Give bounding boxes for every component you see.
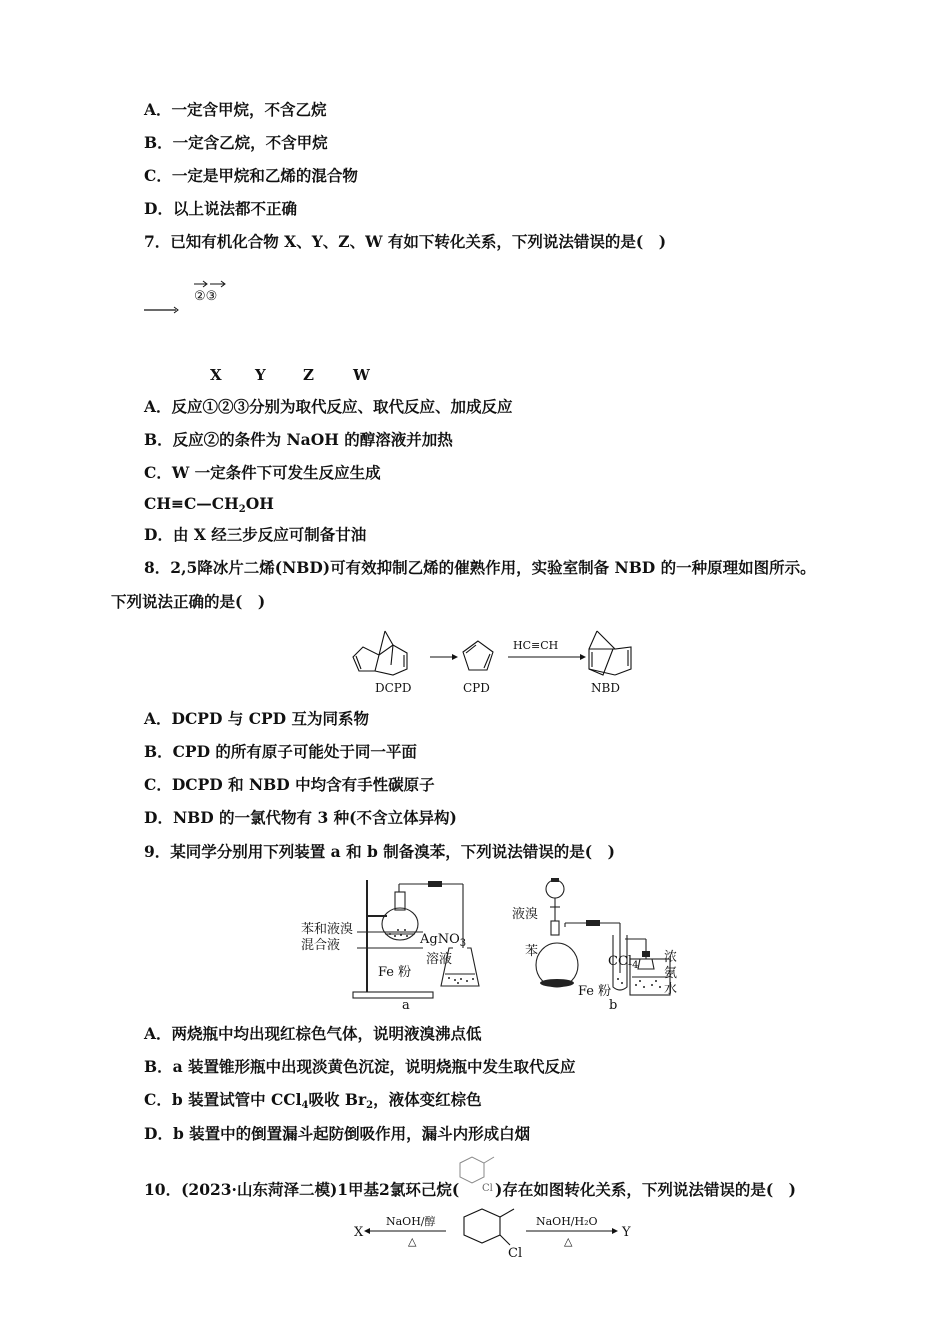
q7-compound-y: Y (255, 366, 266, 384)
apparatus-a-agno3-label: AgNO$_3$ (420, 932, 467, 949)
dcpd-label: DCPD (375, 681, 412, 695)
apparatus-b-ammonia-1: 浓 (664, 950, 678, 965)
q8-reagent-label: HC≡CH (513, 639, 559, 652)
q10-product-y: Y (622, 1225, 631, 1240)
nbd-label: NBD (591, 681, 620, 695)
q8-option-c: C．DCPD 和 NBD 中均含有手性碳原子 (144, 775, 435, 794)
q7-option-b: B．反应②的条件为 NaOH 的醇溶液并加热 (144, 430, 453, 449)
apparatus-b-tag: b (609, 998, 618, 1013)
q8-option-b: B．CPD 的所有原子可能处于同一平面 (144, 742, 417, 761)
q10-reaction-scheme (350, 1205, 670, 1265)
q10-product-x: X (354, 1225, 364, 1240)
q10-inline-structure (450, 1153, 500, 1203)
apparatus-b-ammonia-2: 氨 (664, 966, 678, 981)
dcpd-structure (353, 631, 407, 675)
q7-stem: 7．已知有机化合物 X、Y、Z、W 有如下转化关系，下列说法错误的是( ) (144, 232, 667, 251)
q8-stem-line2: 下列说法正确的是( ) (111, 592, 266, 611)
q7-compound-x: X (210, 366, 222, 384)
cpd-structure (463, 641, 493, 670)
q7-option-a: A．反应①②③分别为取代反应、取代反应、加成反应 (144, 397, 513, 416)
q10-stem-part2: )存在如图转化关系，下列说法错误的是( ) (495, 1180, 797, 1199)
q7-compound-w: W (353, 366, 370, 384)
apparatus-b-ccl4-label: CCl$_4$ (608, 954, 639, 971)
q7-option-c: C．W 一定条件下可发生反应生成 (144, 463, 381, 482)
q7-reaction-marks: ②③ (194, 289, 218, 304)
q9-option-c: C．b 装置试管中 CCl$_4$吸收 $Br_2$，液体变红棕色 (144, 1090, 482, 1111)
q10-right-reagent: NaOH/H₂O (536, 1215, 598, 1228)
apparatus-b-bromine-label: 液溴 (512, 907, 539, 922)
nbd-structure (589, 631, 631, 675)
q9-stem: 9．某同学分别用下列装置 a 和 b 制备溴苯，下列说法错误的是( ) (144, 842, 615, 861)
apparatus-b-benzene-label: 苯 (525, 944, 539, 959)
q10-inline-cl: Cl (482, 1183, 493, 1194)
q10-stem-part1: 10．(2023·山东菏泽二模)1甲基2氯环己烷( (144, 1180, 460, 1199)
apparatus-a-mix-label-2: 混合液 (301, 938, 341, 953)
q8-option-a: A．DCPD 与 CPD 互为同系物 (144, 709, 370, 728)
q9-option-a: A．两烧瓶中均出现红棕色气体，说明液溴沸点低 (144, 1024, 482, 1043)
q7-option-d: D．由 X 经三步反应可制备甘油 (144, 525, 367, 544)
q7-option-c-formula: $CH\equiv C—CH_2OH$ (144, 494, 274, 515)
q6-option-d: D．以上说法都不正确 (144, 199, 297, 218)
q6-option-b: B．一定含乙烷，不含甲烷 (144, 133, 328, 152)
q10-cyclohexane (464, 1209, 514, 1245)
apparatus-a-mix-label-1: 苯和液溴 (301, 922, 354, 937)
q6-option-c: C．一定是甲烷和乙烯的混合物 (144, 166, 358, 185)
apparatus-b-fe-label: Fe 粉 (578, 984, 612, 999)
q7-compound-z: Z (303, 366, 314, 384)
q10-left-heat: △ (408, 1235, 417, 1248)
q8-reaction-scheme (345, 625, 645, 695)
q10-left-reagent: NaOH/醇 (386, 1215, 436, 1228)
apparatus-a-fe-label: Fe 粉 (378, 965, 412, 980)
q6-option-a: A．一定含甲烷，不含乙烷 (144, 100, 327, 119)
q9-option-b: B．a 装置锥形瓶中出现淡黄色沉淀，说明烧瓶中发生取代反应 (144, 1057, 576, 1076)
q9-option-d: D．b 装置中的倒置漏斗起防倒吸作用，漏斗内形成白烟 (144, 1124, 531, 1143)
apparatus-a-solution-label: 溶液 (426, 952, 453, 967)
q10-right-heat: △ (564, 1235, 573, 1248)
apparatus-b-ammonia-3: 水 (664, 982, 678, 997)
cpd-label: CPD (463, 681, 490, 695)
q10-cl-label: Cl (508, 1246, 523, 1261)
apparatus-a-tag: a (402, 998, 410, 1013)
q8-option-d: D．NBD 的一氯代物有 3 种(不含立体异构) (144, 808, 457, 827)
q8-stem-line1: 8．2,5降冰片二烯(NBD)可有效抑制乙烯的催熟作用，实验室制备 NBD 的一种原理如图所示。 (144, 558, 816, 577)
